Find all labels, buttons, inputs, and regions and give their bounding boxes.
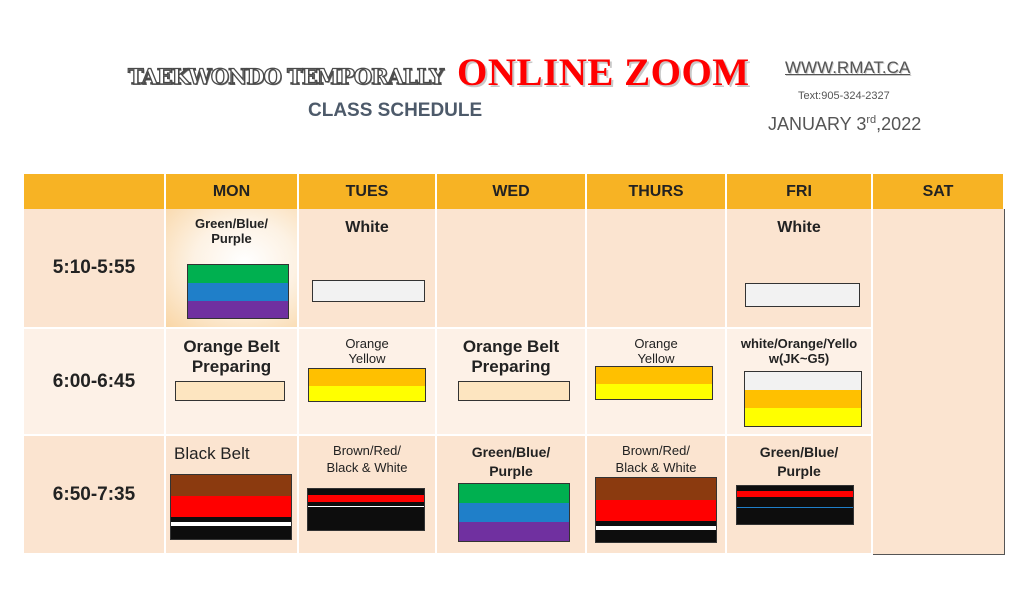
table-row [24,328,1004,435]
website-link[interactable]: WWW.RMAT.CA [785,58,911,77]
class-label: Black Belt [174,444,250,463]
col-header-tues: TUES [298,174,436,209]
cell-tues-2 [298,328,436,435]
belt-black-stripes [307,488,425,531]
belt-orange-yellow [308,368,426,402]
class-label-line-1: Orange [345,336,389,351]
class-label-line-1: Orange Belt [183,337,280,356]
header-row [24,174,1004,209]
class-label-line-2: Yellow [637,350,675,366]
class-label-line-2: Purple [777,463,821,480]
col-header-time [24,174,165,209]
belt-white [745,283,860,307]
header-title-main: ONLINE ZOOM [457,51,750,94]
schedule-date [768,114,921,135]
class-label-line-1: Green/Blue/ [759,444,839,460]
cell-thurs-1 [586,209,726,328]
header-title-prefix: TAEKWONDO TEMPORALLY [128,64,444,89]
belt-green-blue-purple [458,483,570,542]
class-label: White [345,219,389,236]
class-label: White [777,219,821,236]
cell-thurs-3 [586,435,726,554]
phone-number: Text:905-324-2327 [798,90,890,102]
class-label-line-1: Brown/Red/ [333,443,401,458]
table-row [24,435,1004,554]
cell-wed-3 [436,435,586,554]
cell-fri-3 [726,435,872,554]
belt-brown-red-black-white [595,477,717,543]
class-label-line-2: Purple [489,463,533,480]
class-label-line-2: Yellow [348,350,386,366]
belt-orange-yellow [595,366,713,400]
cell-mon-1 [165,209,298,328]
col-header-mon: MON [165,174,298,209]
belt-peach [175,381,285,401]
belt-white [312,280,425,302]
belt-peach [458,381,570,401]
class-label: Green/Blue/ Purple [195,216,268,246]
col-header-fri: FRI [726,174,872,209]
cell-fri-2 [726,328,872,435]
time-slot-3: 6:50-7:35 [24,435,165,554]
date-year: ,2022 [876,114,922,134]
class-label-line-1: Brown/Red/ [622,443,690,458]
col-header-sat: SAT [872,174,1004,209]
cell-wed-2 [436,328,586,435]
belt-white-orange-yellow [744,371,862,427]
class-label-line-1: Orange Belt [462,337,560,356]
class-label-line-1: Orange [634,336,678,351]
cell-mon-3 [165,435,298,554]
class-label-line-2: Black & White [615,459,697,475]
belt-black-stripes [736,485,854,525]
cell-fri-1 [726,209,872,328]
cell-mon-2 [165,328,298,435]
class-label-line-2: Black & White [326,459,408,475]
date-month-day: JANUARY 3 [768,114,867,134]
date-suffix: rd [866,114,877,126]
schedule-table [24,174,1005,555]
belt-brown-red-black-white [170,474,292,540]
cell-sat [872,209,1004,554]
class-label-line-2: Preparing [191,356,272,376]
belt-green-blue-purple [187,264,289,319]
cell-thurs-2 [586,328,726,435]
class-label-line-1: Green/Blue/ [471,444,551,460]
class-label: white/Orange/Yello w(JK~G5) [740,336,858,366]
time-slot-2: 6:00-6:45 [24,328,165,435]
cell-wed-1 [436,209,586,328]
cell-tues-3 [298,435,436,554]
col-header-thurs: THURS [586,174,726,209]
col-header-wed: WED [436,174,586,209]
header-subtitle: CLASS SCHEDULE [308,100,483,121]
time-slot-1: 5:10-5:55 [24,209,165,328]
cell-tues-1 [298,209,436,328]
class-label-line-2: Preparing [471,356,551,376]
table-row [24,209,1004,328]
